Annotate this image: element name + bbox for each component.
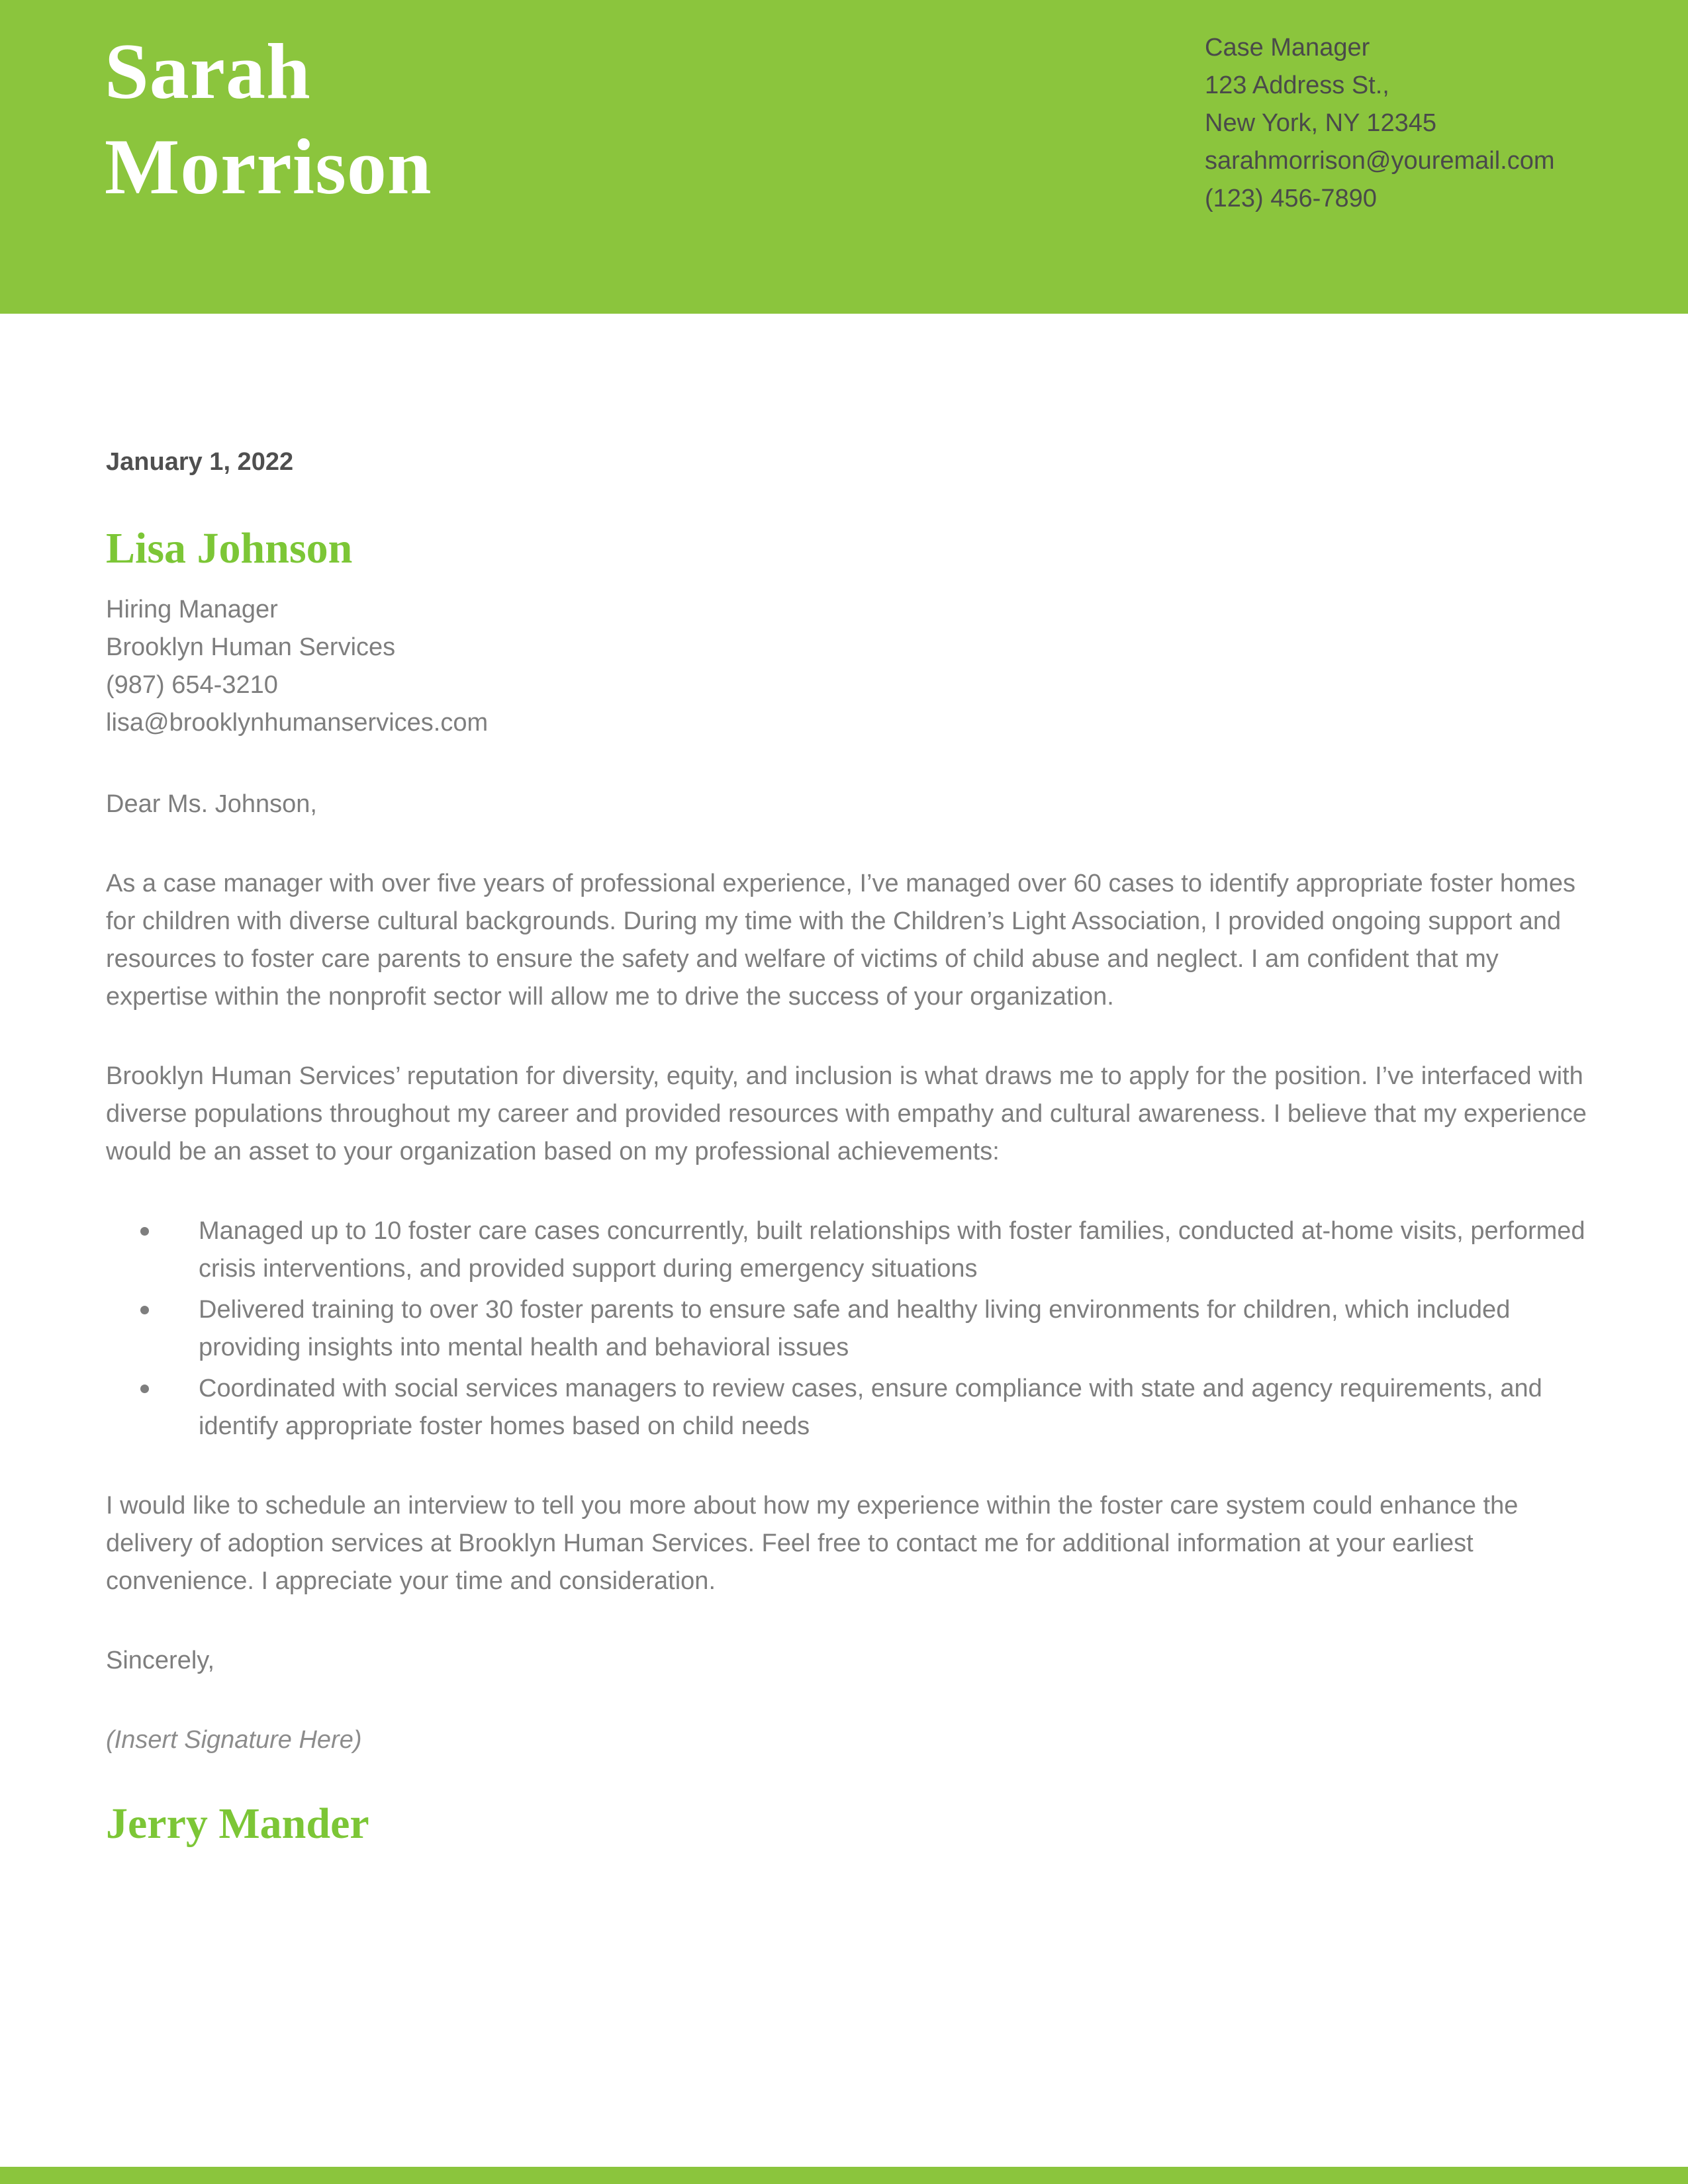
list-item <box>106 1212 1589 1288</box>
applicant-email: sarahmorrison@youremail.com <box>1205 147 1555 175</box>
list-item <box>106 1370 1589 1445</box>
salutation: Dear Ms. Johnson, <box>106 790 317 818</box>
applicant-address-line1: 123 Address St., <box>1205 71 1389 99</box>
list-item-text: Delivered training to over 30 foster parents to ensure safe and healthy living environments for children, which included providing insights into mental health and behavioral issues <box>199 1296 1511 1361</box>
closing-paragraph: I would like to schedule an interview to tell you more about how my experience within the foster care system could enhance the delivery of adoption services at Brooklyn Human Services. Feel free to contact me for additional information at your earliest convenience. I appreciate your time and consideration. <box>106 1492 1519 1595</box>
bullet-icon <box>140 1227 149 1236</box>
bullet-icon <box>140 1306 149 1314</box>
signer-name: Jerry Mander <box>106 1799 369 1848</box>
recipient-title: Hiring Manager <box>106 596 278 623</box>
letter-body <box>0 443 1688 1849</box>
recipient-company: Brooklyn Human Services <box>106 633 396 661</box>
applicant-phone: (123) 456-7890 <box>1205 185 1377 212</box>
list-item <box>106 1291 1589 1367</box>
letter-date: January 1, 2022 <box>106 448 294 476</box>
recipient-email: lisa@brooklynhumanservices.com <box>106 709 489 737</box>
recipient-block <box>106 591 1589 742</box>
recipient-name: Lisa Johnson <box>106 524 353 572</box>
achievements-list <box>106 1212 1589 1445</box>
signature-placeholder: (Insert Signature Here) <box>106 1726 362 1754</box>
bullet-icon <box>140 1385 149 1393</box>
body-paragraph-2: Brooklyn Human Services’ reputation for diversity, equity, and inclusion is what draws me to apply for the position. I’ve interfaced with diverse populations throughout my career and provided resources with empathy and cultural awareness. I believe that my experience would be an asset to your organization based on my professional achievements: <box>106 1062 1587 1165</box>
list-item-text: Coordinated with social services managers to review cases, ensure compliance with state and agency requirements, and identify appropriate foster homes based on child needs <box>199 1375 1542 1440</box>
header-contact-block <box>1205 29 1555 218</box>
body-paragraph-1: As a case manager with over five years of professional experience, I’ve managed over 60 cases to identify appropriate foster homes for children with diverse cultural backgrounds. During my time with the Children’s Light Association, I provided ongoing support and resources to foster care parents to ensure the safety and welfare of victims of child abuse and neglect. I am confident that my expertise within the nonprofit sector will allow me to drive the success of your organization. <box>106 870 1575 1011</box>
footer-band <box>0 2167 1688 2184</box>
applicant-name <box>105 24 432 214</box>
applicant-name-line2: Morrison <box>105 122 432 210</box>
header-band <box>0 0 1688 314</box>
list-item-text: Managed up to 10 foster care cases concurrently, built relationships with foster families, conducted at-home visits, performed crisis interventions, and provided support during emergency situations <box>199 1217 1585 1283</box>
applicant-name-line1: Sarah <box>105 27 311 115</box>
applicant-job-title: Case Manager <box>1205 34 1370 62</box>
applicant-address-line2: New York, NY 12345 <box>1205 109 1436 137</box>
recipient-phone: (987) 654-3210 <box>106 671 278 699</box>
valediction: Sincerely, <box>106 1647 215 1674</box>
